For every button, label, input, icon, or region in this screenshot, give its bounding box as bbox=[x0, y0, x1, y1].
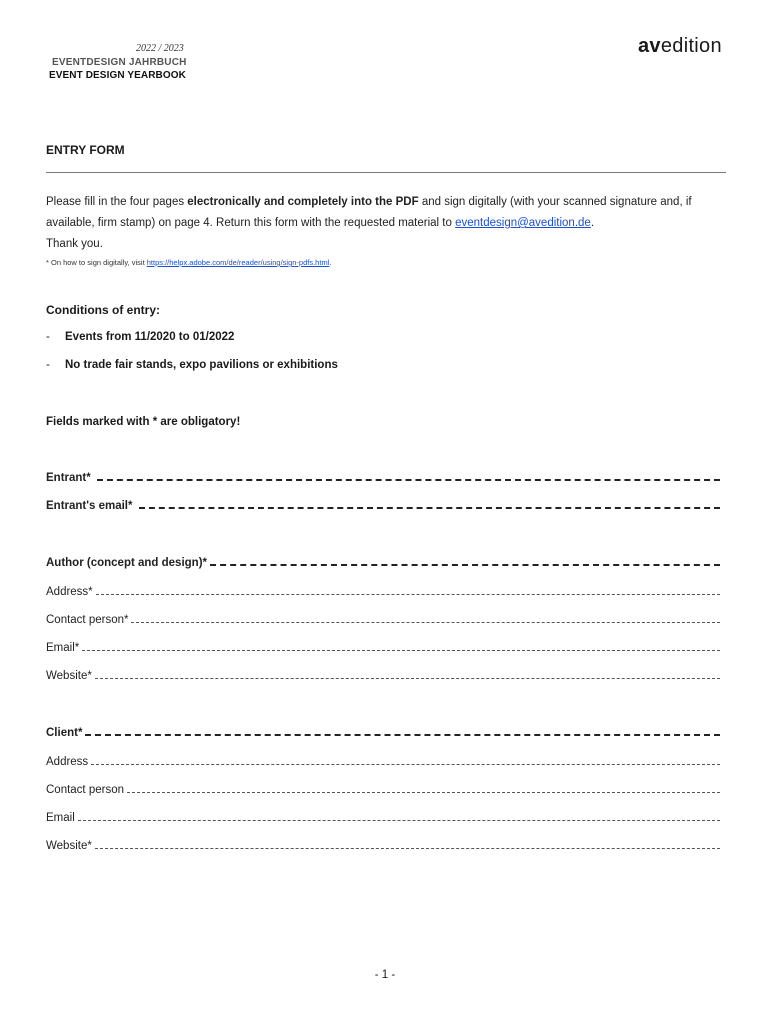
entrant-field[interactable] bbox=[46, 472, 720, 484]
author-email-field[interactable] bbox=[46, 642, 720, 654]
condition-text: Events from 11/2020 to 01/2022 bbox=[65, 331, 235, 343]
title-english: EVENT DESIGN YEARBOOK bbox=[49, 70, 186, 81]
field-line[interactable] bbox=[131, 621, 720, 623]
bullet-dash: - bbox=[46, 359, 50, 371]
field-label: Entrant's email* bbox=[46, 500, 136, 512]
intro-text-2: and sign digitally (with your scanned signature and, if available, firm stamp) on page 4. Return this form with the requested material to bbox=[46, 196, 692, 229]
avedition-logo bbox=[638, 35, 722, 58]
page-title: ENTRY FORM bbox=[46, 143, 125, 157]
field-line[interactable] bbox=[210, 563, 720, 566]
intro-text-3: . bbox=[590, 217, 595, 229]
field-label: Website* bbox=[46, 840, 92, 852]
author-address-field[interactable] bbox=[46, 586, 720, 598]
field-label: Email* bbox=[46, 642, 80, 654]
condition-item bbox=[46, 331, 234, 343]
author-field[interactable] bbox=[46, 557, 720, 569]
field-line[interactable] bbox=[95, 677, 720, 679]
field-label: Contact person bbox=[46, 784, 124, 796]
sign-footnote bbox=[46, 258, 331, 267]
intro-paragraph bbox=[46, 192, 736, 255]
logo-bold-part: av bbox=[638, 35, 661, 57]
field-line[interactable] bbox=[127, 791, 720, 793]
intro-bold: electronically and completely into the PDF bbox=[187, 196, 419, 208]
email-link[interactable]: eventdesign@avedition.de bbox=[455, 217, 591, 229]
client-contact-field[interactable] bbox=[46, 784, 720, 796]
field-line[interactable] bbox=[91, 763, 720, 765]
adobe-help-link[interactable]: https://helpx.adobe.com/de/reader/using/sign-pdfs.html bbox=[146, 258, 330, 267]
field-line[interactable] bbox=[78, 819, 720, 821]
bullet-dash: - bbox=[46, 331, 50, 343]
intro-text-1: Please fill in the four pages bbox=[46, 196, 188, 208]
title-german: EVENTDESIGN JAHRBUCH bbox=[52, 57, 187, 68]
author-contact-field[interactable] bbox=[46, 614, 720, 626]
field-line[interactable] bbox=[97, 478, 720, 481]
field-label: Author (concept and design)* bbox=[46, 557, 207, 569]
field-label: Email bbox=[46, 812, 75, 824]
page-number: - 1 - bbox=[374, 969, 396, 981]
field-label: Address bbox=[46, 756, 89, 768]
edition-year: 2022 / 2023 bbox=[136, 43, 184, 54]
heading-divider bbox=[46, 172, 726, 173]
field-label: Contact person* bbox=[46, 614, 129, 626]
field-line[interactable] bbox=[85, 733, 720, 736]
field-line[interactable] bbox=[95, 847, 720, 849]
conditions-title: Conditions of entry: bbox=[46, 303, 160, 317]
field-label: Client* bbox=[46, 727, 83, 739]
condition-text: No trade fair stands, expo pavilions or exhibitions bbox=[65, 359, 338, 371]
client-website-field[interactable] bbox=[46, 840, 720, 852]
field-label: Website* bbox=[46, 670, 92, 682]
client-field[interactable] bbox=[46, 727, 720, 739]
field-line[interactable] bbox=[139, 506, 720, 509]
field-label: Address* bbox=[46, 586, 93, 598]
logo-rest-part: edition bbox=[660, 35, 722, 57]
footnote-suffix: . bbox=[329, 258, 332, 267]
field-line[interactable] bbox=[96, 593, 720, 595]
client-address-field[interactable] bbox=[46, 756, 720, 768]
field-label: Entrant* bbox=[46, 472, 94, 484]
field-line[interactable] bbox=[82, 649, 720, 651]
thanks-text: Thank you. bbox=[46, 238, 103, 250]
author-website-field[interactable] bbox=[46, 670, 720, 682]
client-email-field[interactable] bbox=[46, 812, 720, 824]
obligatory-note: Fields marked with * are obligatory! bbox=[46, 416, 241, 428]
entrant-email-field[interactable] bbox=[46, 500, 720, 512]
footnote-prefix: * On how to sign digitally, visit bbox=[46, 258, 147, 267]
condition-item bbox=[46, 359, 338, 371]
